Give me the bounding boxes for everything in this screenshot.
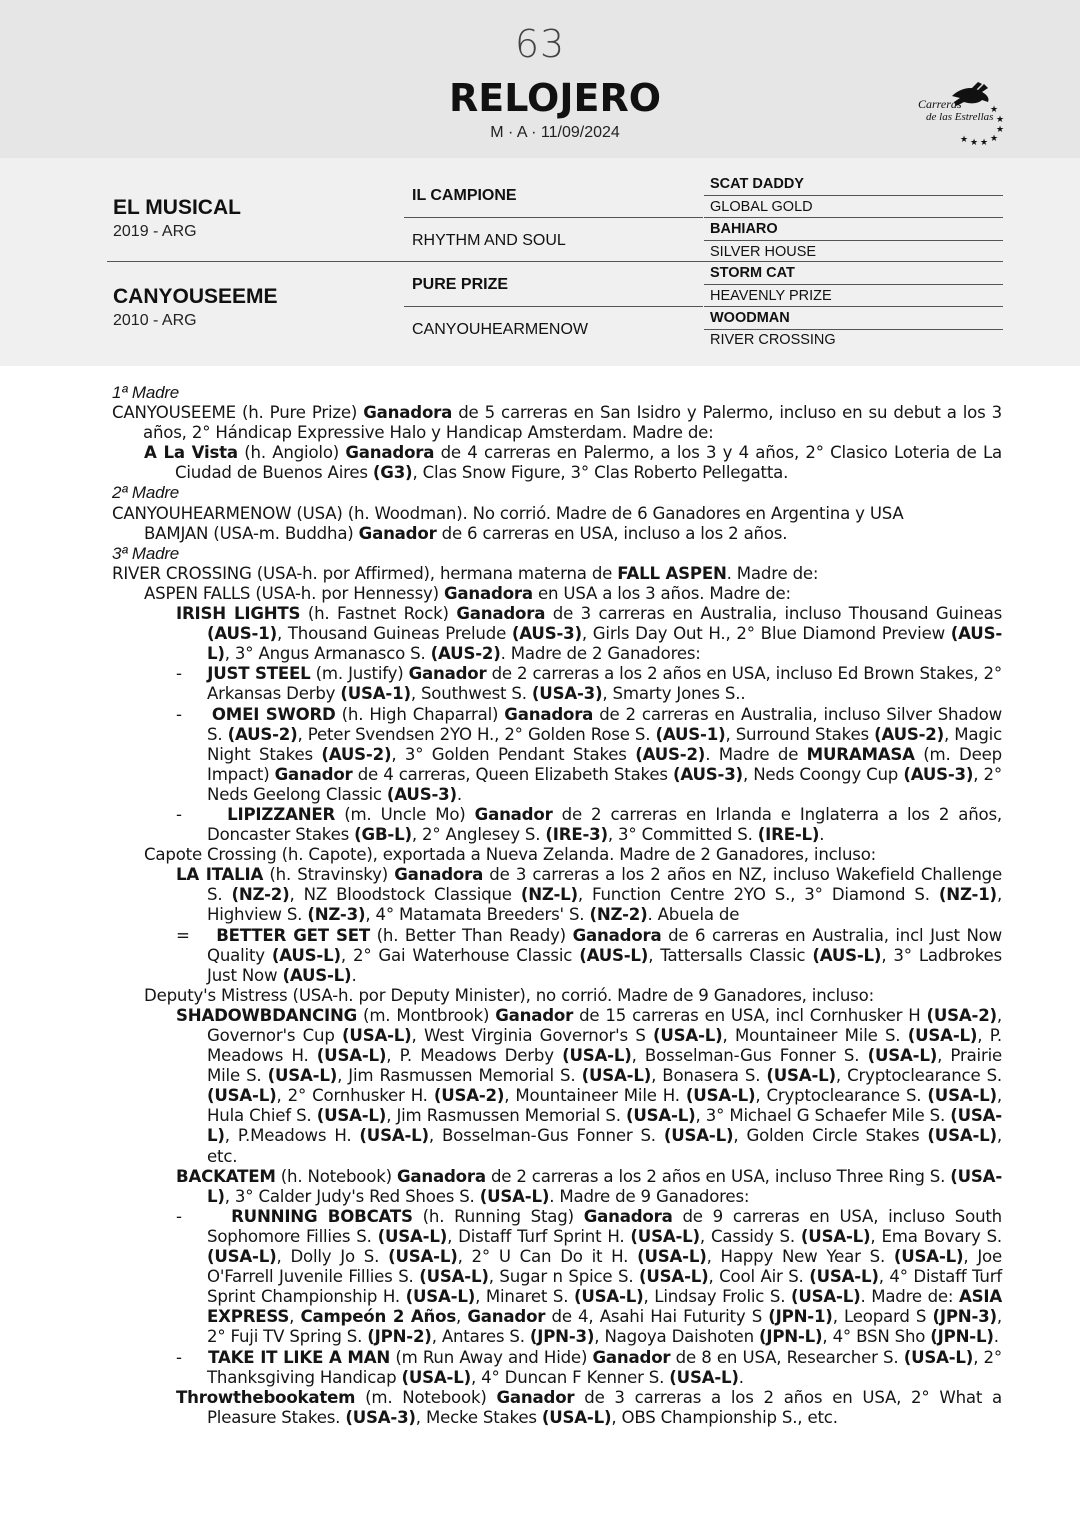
gen3-2: GLOBAL GOLD [710,199,813,215]
divider [704,329,1003,330]
gen3-6: HEAVENLY PRIZE [710,288,832,304]
paragraph: = BETTER GET SET (h. Better Than Ready) Ganadora de 6 carreras en Australia, incl Just Now Quality (AUS-L), 2° Gai Waterhouse Classic (AUS-L), Tattersalls Classic (AUS-L), 3° Ladbrokes Just Now (AUS-L). [176,925,1003,985]
divider [404,217,703,218]
gen3-5: STORM CAT [710,265,795,281]
gen3-7: WOODMAN [710,310,790,326]
gen3-4: SILVER HOUSE [710,244,817,260]
paragraph: - RUNNING BOBCATS (h. Running Stag) Ganadora de 9 carreras en USA, incluso South Sophomore Fillies S. (USA-L), Distaff Turf Sprint H. (USA-L), Cassidy S. (USA-L), Ema Bovary S. (USA-L), Dolly Jo S. (USA-L), 2° U Can Do it H. (USA-L), Happy New Year S. (USA-L), Joe O'Farrell Juvenile Fillies S. (USA-L), Sugar n Spice S. (USA-L), Cool Air S. (USA-L), 4° Distaff Turf Sprint Championship H. (USA-L), Minaret S. (USA-L), Lindsay Frolic S. (USA-L). Madre de: ASIA EXPRESS, Campeón 2 Años, Ganador de 4, Asahi Hai Futurity S (JPN-1), Leopard S (JPN-3), 2° Fuji TV Spring S. (JPN-2), Antares S. (JPN-3), Nagoya Daishoten (JPN-L), 4° BSN Sho (JPN-L). [176,1206,1003,1347]
lot-number: 63 [514,22,566,66]
paragraph: RIVER CROSSING (USA-h. por Affirmed), hermana materna de FALL ASPEN. Madre de: [112,563,819,583]
gen3-3: BAHIARO [710,221,778,237]
paragraph: Deputy's Mistress (USA-h. por Deputy Minister), no corrió. Madre de 9 Ganadores, incluso: [144,985,874,1005]
divider [404,306,703,307]
paragraph: Throwthebookatem (m. Notebook) Ganador de 3 carreras a los 2 años en USA, 2° What a Pleasure Stakes. (USA-3), Mecke Stakes (USA-L), OBS Championship S., etc. [176,1387,1002,1427]
svg-text:★: ★ [996,124,1005,134]
svg-text:Carreras: Carreras [918,97,962,111]
divider [107,261,1003,262]
svg-text:★: ★ [970,137,979,147]
paragraph: - OMEI SWORD (h. High Chaparral) Ganadora de 2 carreras en Australia, incluso Silver Shadow S. (AUS-2), Peter Svendsen 2YO H., 2° Golden Rose S. (AUS-1), Surround Stakes (AUS-2), Magic Night Stakes (AUS-2), 3° Golden Pendant Stakes (AUS-2). Madre de MURAMASA (m. Deep Impact) Ganador de 4 carreras, Queen Elizabeth Stakes (AUS-3), Neds Coongy Cup (AUS-3), 2° Neds Geelong Classic (AUS-3). [176,704,1003,804]
svg-text:★: ★ [990,133,999,143]
pedigree-table [0,158,1080,366]
paragraph: CANYOUSEEME (h. Pure Prize) Ganadora de 5 carreras en San Isidro y Palermo, incluso en su debut a los 3 años, 2° Hándicap Expressive Halo y Handicap Amsterdam. Madre de: [112,403,1002,443]
sire-block [113,196,241,241]
dam-dam: CANYOUHEARMENOW [412,321,589,338]
sire-dam: RHYTHM AND SOUL [412,232,566,249]
paragraph: IRISH LIGHTS (h. Fastnet Rock) Ganadora de 3 carreras en Australia, incluso Thousand Guineas (AUS-1), Thousand Guineas Prelude (AUS-3), Girls Day Out H., 2° Blue Diamond Preview (AUS-L), 3° Angus Armanasco S. (AUS-2). Madre de 2 Ganadores: [176,604,1003,664]
divider [704,195,1003,196]
svg-text:★: ★ [980,137,989,147]
section-third-dam: 3ª Madre [112,543,180,563]
section-second-dam: 2ª Madre [112,483,180,503]
paragraph: SHADOWBDANCING (m. Montbrook) Ganador de 15 carreras en USA, incl Cornhusker H (USA-2), Governor's Cup (USA-L), West Virginia Governor's S (USA-L), Mountaineer Mile S. (USA-L), P. Meadows H. (USA-L), P. Meadows Derby (USA-L), Bosselman-Gus Fonner S. (USA-L), Prairie Mile S. (USA-L), Jim Rasmussen Memorial S. (USA-L), Bonasera S. (USA-L), Cryptoclearance S. (USA-L), 2° Cornhusker H. (USA-2), Mountaineer Mile H. (USA-L), Cryptoclearance S. (USA-L), Hula Chief S. (USA-L), Jim Rasmussen Memorial S. (USA-L), 3° Michael G Schaefer Mile S. (USA-L), P.Meadows H. (USA-L), Bosselman-Gus Fonner S. (USA-L), Golden Circle Stakes (USA-L), etc. [176,1005,1003,1166]
paragraph: ASPEN FALLS (USA-h. por Hennessy) Ganadora en USA a los 3 años. Madre de: [144,583,791,603]
dam-info: 2010 - ARG [113,312,197,329]
paragraph: BAMJAN (USA-m. Buddha) Ganador de 6 carreras en USA, incluso a los 2 años. [144,523,788,543]
dam-sire: PURE PRIZE [412,276,509,293]
divider [704,240,1003,241]
produce-record [112,383,1002,1428]
divider [704,306,1003,307]
section-first-dam: 1ª Madre [112,383,180,402]
paragraph: LA ITALIA (h. Stravinsky) Ganadora de 3 carreras a los 2 años en NZ, incluso Wakefield Challenge S. (NZ-2), NZ Bloodstock Classique (NZ-L), Function Centre 2YO S., 3° Diamond S. (NZ-1), Highview S. (NZ-3), 4° Matamata Breeders' S. (NZ-2). Abuela de [176,865,1003,925]
gen3-8: RIVER CROSSING [710,332,836,348]
divider [704,217,1003,218]
divider [704,284,1003,285]
paragraph: - LIPIZZANER (m. Uncle Mo) Ganador de 2 carreras en Irlanda e Inglaterra a los 2 años, Doncaster Stakes (GB-L), 2° Anglesey S. (IRE-3), 3° Committed S. (IRE-L). [176,804,1002,845]
svg-text:★: ★ [996,114,1005,124]
paragraph: - JUST STEEL (m. Justify) Ganador de 2 carreras a los 2 años en USA, incluso Ed Brown Stakes, 2° Arkansas Derby (USA-1), Southwest S. (USA-3), Smarty Jones S.. [176,664,1002,704]
svg-text:de las Estrellas: de las Estrellas [926,111,994,123]
paragraph: - TAKE IT LIKE A MAN (m Run Away and Hide) Ganador de 8 en USA, Researcher S. (USA-L), 2° Thanksgiving Handicap (USA-L), 4° Duncan F Kenner S. (USA-L). [176,1347,1002,1387]
sire-info: 2019 - ARG [113,223,197,240]
svg-text:★: ★ [960,134,969,144]
sire-sire: IL CAMPIONE [412,187,517,204]
gen3-1: SCAT DADDY [710,176,804,192]
svg-text:★: ★ [990,104,999,114]
paragraph: BACKATEM (h. Notebook) Ganadora de 2 carreras a los 2 años en USA, incluso Three Ring S. (USA-L), 3° Calder Judy's Red Shoes S. (USA-L). Madre de 9 Ganadores: [176,1166,1003,1206]
paragraph: CANYOUHEARMENOW (USA) (h. Woodman). No corrió. Madre de 6 Ganadores en Argentina y USA [112,503,904,523]
paragraph: Capote Crossing (h. Capote), exportada a Nueva Zelanda. Madre de 2 Ganadores, incluso: [144,845,877,865]
carreras-logo-icon [912,78,1007,148]
header [0,0,1080,158]
dam-block [113,285,278,330]
horse-info: M · A · 11/09/2024 [490,124,620,141]
dam-name: CANYOUSEEME [113,285,278,308]
horse-name: RELOJERO [448,76,662,120]
sire-name: EL MUSICAL [113,196,241,219]
paragraph: A La Vista (h. Angiolo) Ganadora de 4 carreras en Palermo, a los 3 y 4 años, 2° Clasico Loteria de La Ciudad de Buenos Aires (G3), Clas Snow Figure, 3° Clas Roberto Pellegatta. [144,443,1002,483]
